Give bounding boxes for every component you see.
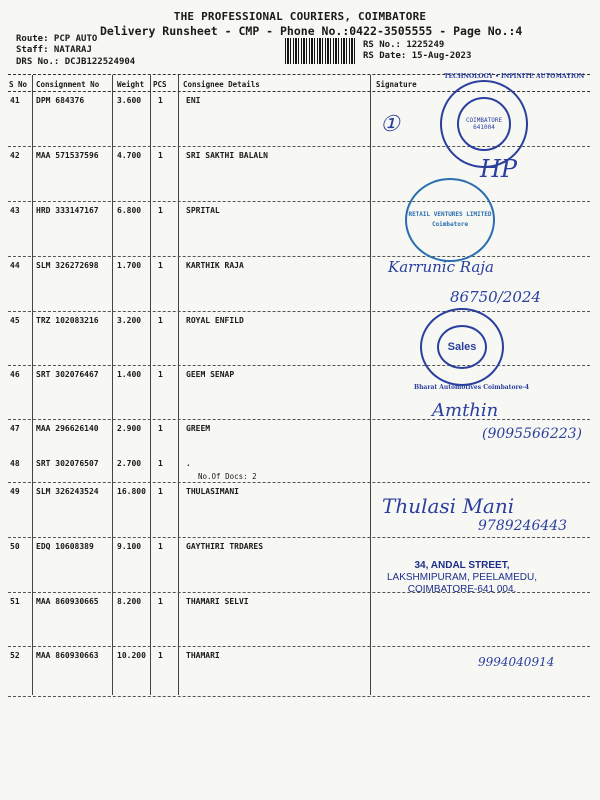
cell-pcs: 1 — [158, 651, 163, 660]
signature-42: HP — [480, 155, 518, 183]
cell-pcs: 1 — [158, 459, 163, 468]
cell-consignment: TRZ 102083216 — [36, 316, 99, 325]
cell-consignment: SRT 302076467 — [36, 370, 99, 379]
cell-weight: 1.700 — [117, 261, 142, 270]
route-label: Route: PCP AUTO — [16, 34, 98, 44]
cell-consignee: KARTHIK RAJA — [186, 261, 244, 270]
cell-weight: 6.800 — [117, 206, 142, 215]
stamp-center-text: COIMBATORE 641004 — [465, 117, 503, 131]
row-separator — [8, 365, 590, 366]
col-pcs: PCS — [153, 80, 167, 89]
cell-consignment: MAA 571537596 — [36, 151, 99, 160]
cell-consignee: ROYAL ENFILD — [186, 316, 244, 325]
cell-weight: 10.200 — [117, 651, 146, 660]
cell-consignee: THULASIMANI — [186, 487, 239, 496]
barcode — [285, 38, 355, 64]
cell-sno: 47 — [10, 424, 20, 433]
cell-sno: 51 — [10, 597, 20, 606]
signature-47: Amthin — [432, 400, 499, 421]
stamp-ring-text: TECHNOLOGY • INFINITE AUTOMATION — [444, 73, 585, 80]
cell-consignment: SLM 326272698 — [36, 261, 99, 270]
cell-sno: 44 — [10, 261, 20, 270]
cell-sno: 42 — [10, 151, 20, 160]
cell-weight: 1.400 — [117, 370, 142, 379]
docs-count: No.Of Docs: 2 — [198, 472, 257, 481]
cell-pcs: 1 — [158, 261, 163, 270]
address-line: 34, ANDAL STREET, — [414, 560, 510, 571]
cell-consignment: MAA 860930665 — [36, 597, 99, 606]
cell-consignee: ENI — [186, 96, 201, 105]
cell-consignee: GAYTHIRI TRDARES — [186, 542, 264, 551]
cell-weight: 9.100 — [117, 542, 142, 551]
stamp-ring-text: RETAIL VENTURES LIMITED — [408, 211, 492, 218]
row-separator — [8, 696, 590, 697]
signature-41: ① — [380, 112, 400, 137]
cell-consignee: GEEM SENAP — [186, 370, 235, 379]
cell-consignment: SRT 302076507 — [36, 459, 99, 468]
cell-weight: 2.900 — [117, 424, 142, 433]
row-separator — [8, 419, 590, 420]
row-separator — [8, 311, 590, 312]
runsheet-title: Delivery Runsheet - CMP - Phone No.:0422-3505555 - Page No.:4 — [100, 24, 523, 38]
cell-weight: 8.200 — [117, 597, 142, 606]
retail-ventures-stamp — [405, 178, 495, 262]
cell-sno: 50 — [10, 542, 20, 551]
col-sno: S No — [9, 80, 28, 89]
row-separator — [8, 482, 590, 483]
rs-number: RS No.: 1225249 — [363, 40, 445, 50]
cell-consignment: MAA 860930663 — [36, 651, 99, 660]
signature-52-number: 9994040914 — [478, 655, 555, 669]
cell-consignment: HRD 333147167 — [36, 206, 99, 215]
cell-sno: 52 — [10, 651, 20, 660]
cell-sno: 46 — [10, 370, 20, 379]
rs-date: RS Date: 15-Aug-2023 — [363, 51, 472, 61]
col-weight: Weight — [117, 80, 145, 89]
col-divider — [32, 75, 33, 695]
cell-consignee: THAMARI SELVI — [186, 597, 249, 606]
row-separator — [8, 537, 590, 538]
cell-pcs: 1 — [158, 542, 163, 551]
cell-pcs: 1 — [158, 96, 163, 105]
stamp-ring-text: Bharat Automotives Coimbatore-4 — [414, 384, 530, 391]
cell-sno: 49 — [10, 487, 20, 496]
cell-pcs: 1 — [158, 424, 163, 433]
cell-weight: 3.200 — [117, 316, 142, 325]
cell-pcs: 1 — [158, 487, 163, 496]
cell-weight: 4.700 — [117, 151, 142, 160]
cell-consignee: . — [186, 459, 191, 468]
cell-sno: 48 — [10, 459, 20, 468]
bharat-automotives-stamp — [420, 308, 504, 386]
row-separator — [8, 201, 590, 202]
signature-47-number: (9095566223) — [482, 426, 582, 442]
address-line: COIMBATORE-641 004. — [407, 584, 517, 595]
cell-pcs: 1 — [158, 206, 163, 215]
cell-pcs: 1 — [158, 316, 163, 325]
col-divider — [370, 75, 371, 695]
stamp-center-text: Coimbatore — [431, 221, 469, 228]
address-line: LAKSHMIPURAM, PEELAMEDU, — [386, 572, 538, 583]
staff-label: Staff: NATARAJ — [16, 45, 92, 55]
row-separator — [8, 256, 590, 257]
col-divider — [178, 75, 179, 695]
col-consignment: Consignment No — [36, 80, 100, 89]
cell-sno: 43 — [10, 206, 20, 215]
cell-weight: 2.700 — [117, 459, 142, 468]
cell-sno: 45 — [10, 316, 20, 325]
signature-49: Thulasi Mani — [382, 494, 515, 518]
company-title: THE PROFESSIONAL COURIERS, COIMBATORE — [173, 10, 427, 23]
drs-number: DRS No.: DCJB122524904 — [16, 57, 136, 67]
address-stamp — [372, 560, 552, 596]
stamp-center-text: Sales — [447, 341, 477, 353]
col-divider — [112, 75, 113, 695]
cell-consignee: SPRITAL — [186, 206, 220, 215]
col-divider — [150, 75, 151, 695]
col-signature: Signature — [376, 80, 417, 89]
cell-pcs: 1 — [158, 370, 163, 379]
signature-44-number: 86750/2024 — [450, 288, 541, 306]
cell-weight: 16.800 — [117, 487, 146, 496]
cell-consignee: GREEM — [186, 424, 211, 433]
cell-pcs: 1 — [158, 151, 163, 160]
row-separator — [8, 646, 590, 647]
cell-consignment: SLM 326243524 — [36, 487, 99, 496]
cell-consignment: DPM 684376 — [36, 96, 85, 105]
cell-consignee: SRI SAKTHI BALALN — [186, 151, 268, 160]
cell-sno: 41 — [10, 96, 20, 105]
cell-consignee: THAMARI — [186, 651, 220, 660]
cell-weight: 3.600 — [117, 96, 142, 105]
col-consignee: Consignee Details — [183, 80, 260, 89]
signature-44: Karrunic Raja — [388, 258, 494, 276]
cell-consignment: MAA 296626140 — [36, 424, 99, 433]
cell-pcs: 1 — [158, 597, 163, 606]
cell-consignment: EDQ 10608389 — [36, 542, 94, 551]
signature-49-number: 9789246443 — [478, 518, 568, 534]
